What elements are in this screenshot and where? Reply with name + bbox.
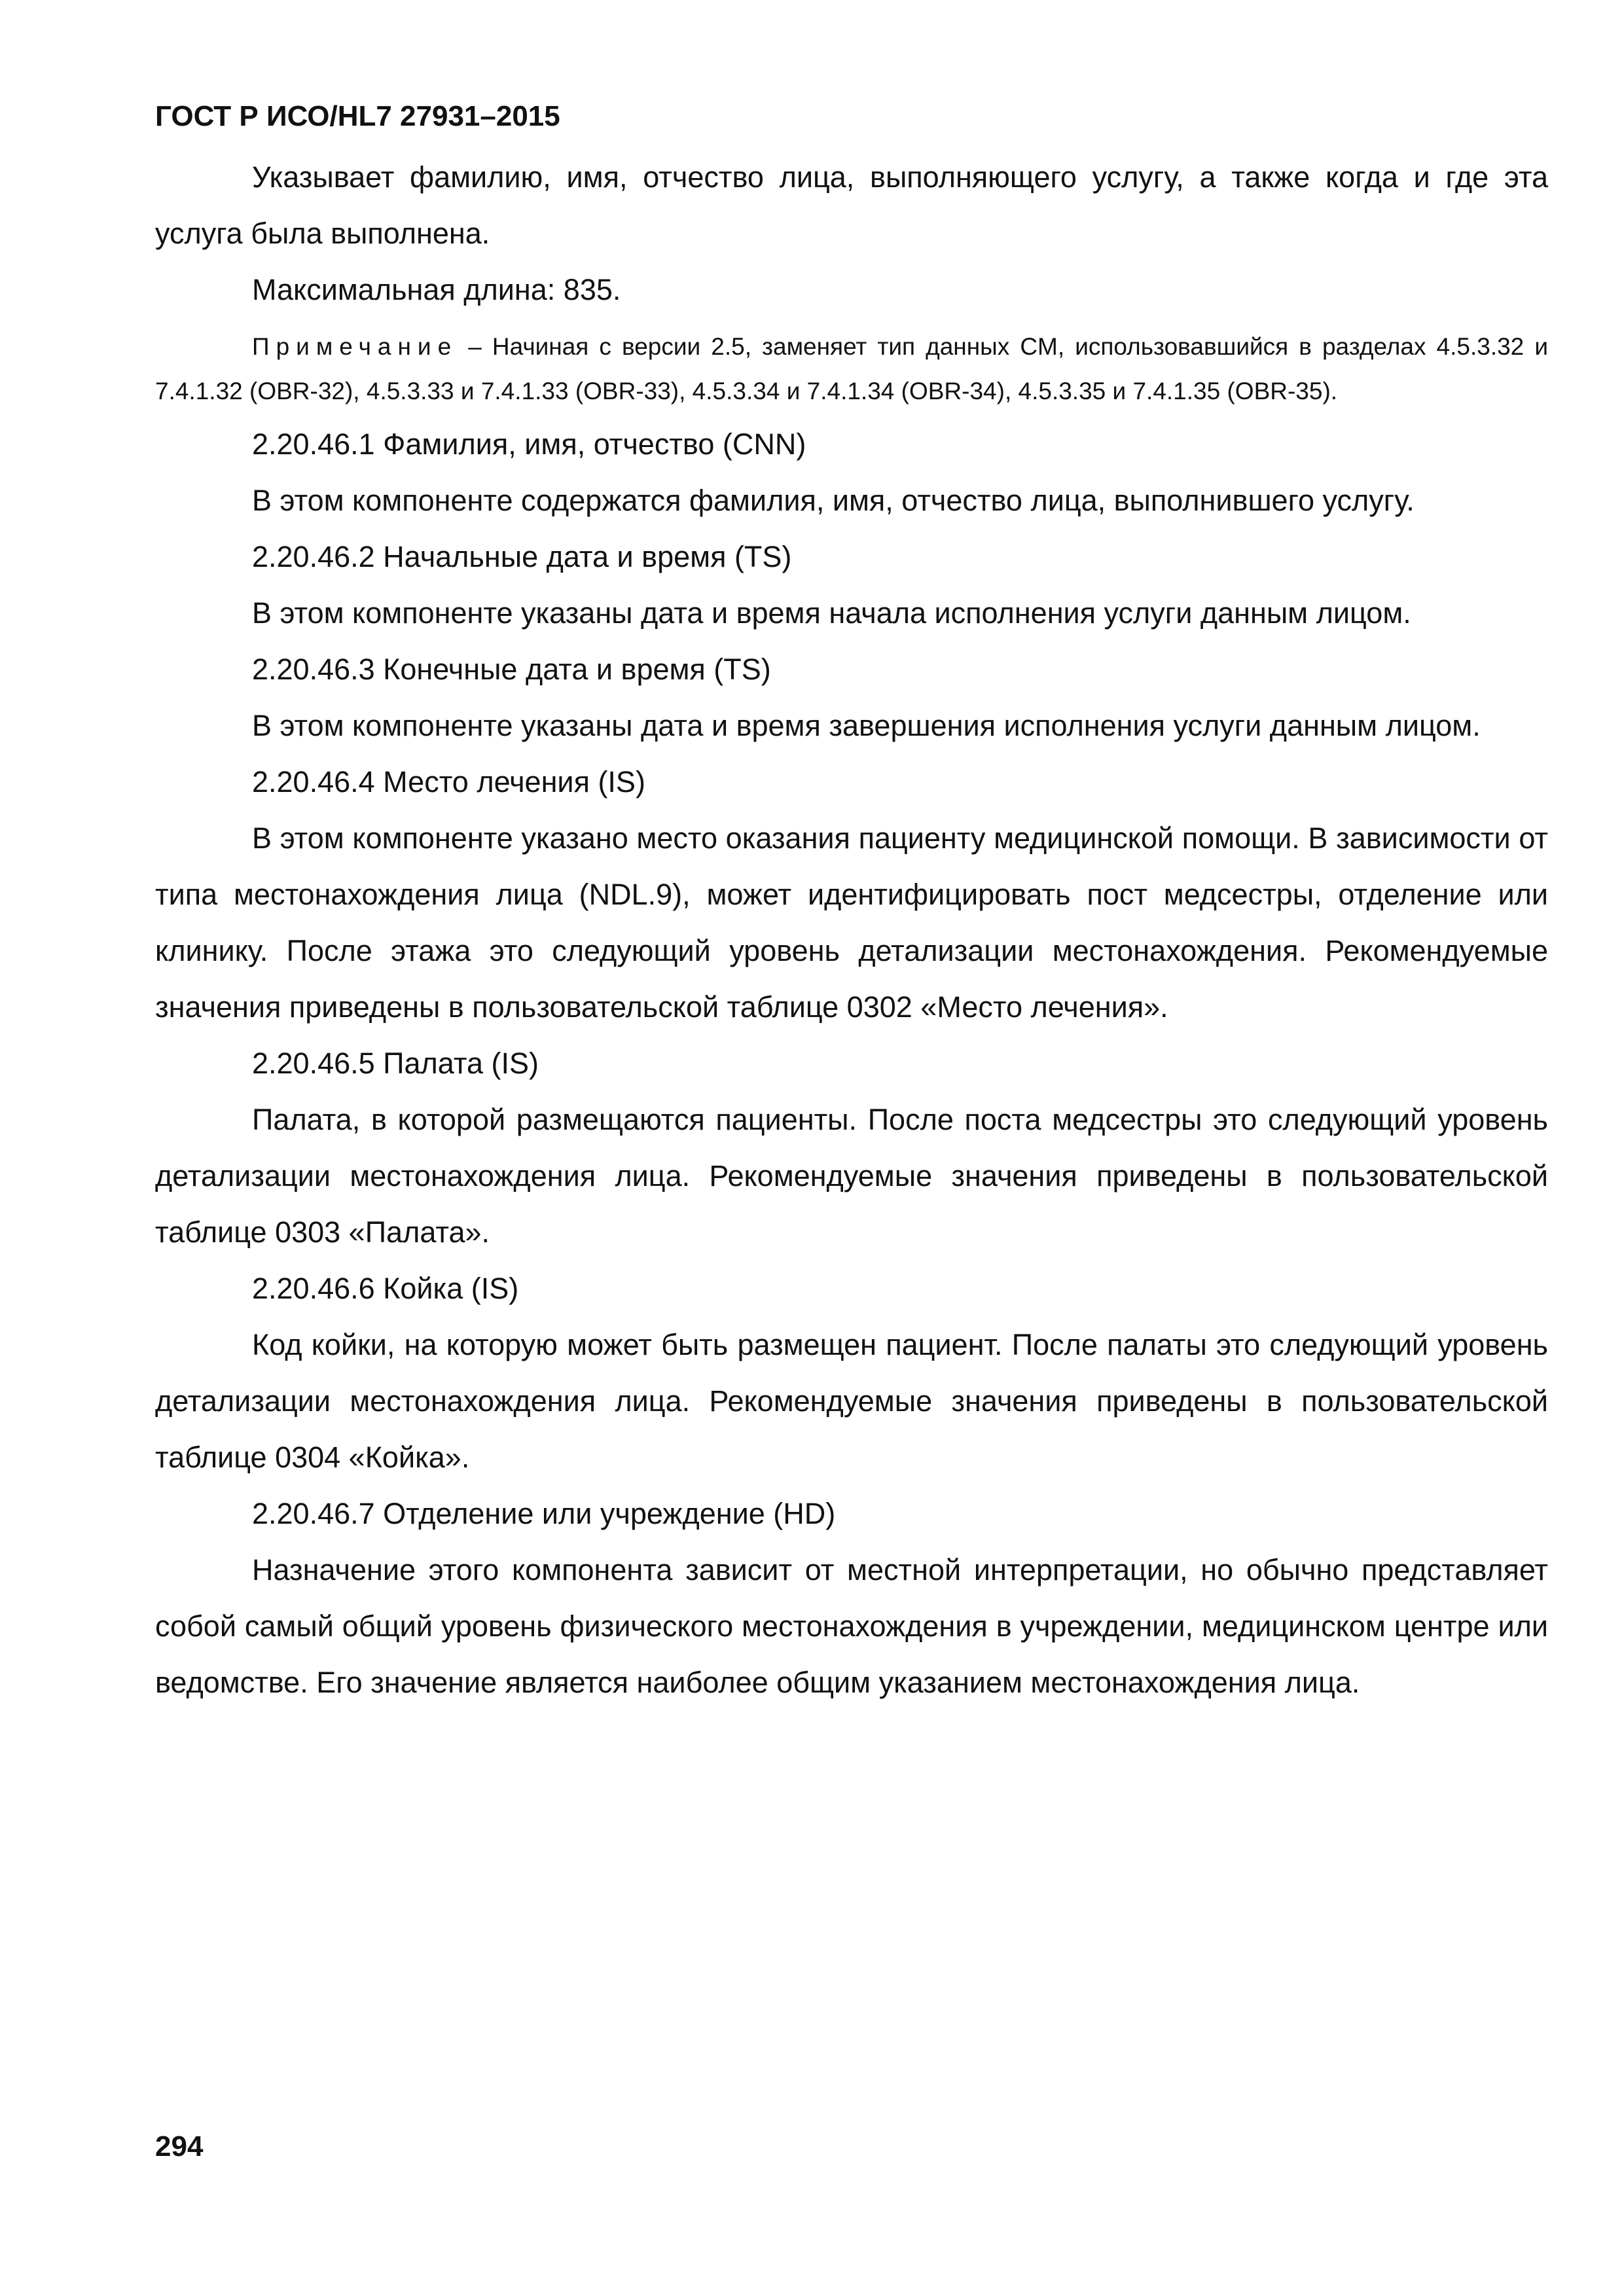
section-text: Код койки, на которую может быть размещен пациент. После палаты это следующий уровень детализации местонахождения лица. Рекомендуемые значения приведены в пользовательской таблице 0304 «Койка». (155, 1328, 1548, 1474)
note-paragraph (155, 325, 1548, 414)
section-text: В этом компоненте указаны дата и время завершения исполнения услуги данным лицом. (252, 709, 1481, 742)
section-heading: 2.20.46.4 Место лечения (IS) (252, 765, 645, 798)
page-number: 294 (155, 2130, 204, 2162)
note-text: – Начиная с версии 2.5, заменяет тип данных CM, использовавшийся в разделах 4.5.3.32 и 7.4.1.32 (OBR-32), 4.5.3.33 и 7.4.1.33 (OBR-33), 4.5.3.34 и 7.4.1.34 (OBR-34), 4.5.3.35 и 7.4.1.35 (OBR-35). (155, 333, 1548, 404)
section-heading: 2.20.46.2 Начальные дата и время (TS) (252, 540, 792, 573)
section-text: Назначение этого компонента зависит от местной интерпретации, но обычно представляет собой самый общий уровень физического местонахождения в учреждении, медицинском центре или ведомстве. Его значение является наиболее общим указанием местонахождения лица. (155, 1553, 1548, 1699)
section-heading: 2.20.46.6 Койка (IS) (252, 1272, 519, 1305)
section-heading: 2.20.46.5 Палата (IS) (252, 1047, 539, 1080)
section-text: Палата, в которой размещаются пациенты. После поста медсестры это следующий уровень детализации местонахождения лица. Рекомендуемые значения приведены в пользовательской таблице 0303 «Палата». (155, 1103, 1548, 1249)
max-length-paragraph: Максимальная длина: 835. (252, 273, 621, 306)
section-heading: 2.20.46.1 Фамилия, имя, отчество (CNN) (252, 427, 806, 461)
section-heading: 2.20.46.3 Конечные дата и время (TS) (252, 653, 771, 686)
intro-paragraph: Указывает фамилию, имя, отчество лица, выполняющего услугу, а также когда и где эта услуга была выполнена. (155, 160, 1548, 250)
section-text: В этом компоненте указаны дата и время начала исполнения услуги данным лицом. (252, 596, 1411, 630)
section-text: В этом компоненте указано место оказания пациенту медицинской помощи. В зависимости от типа местонахождения лица (NDL.9), может идентифицировать пост медсестры, отделение или клинику. После этажа это следующий уровень детализации местонахождения. Рекомендуемые значения приведены в пользовательской таблице 0302 «Место лечения». (155, 821, 1548, 1024)
section-heading: 2.20.46.7 Отделение или учреждение (HD) (252, 1497, 836, 1530)
section-text: В этом компоненте содержатся фамилия, имя, отчество лица, выполнившего услугу. (252, 484, 1415, 517)
document-header: ГОСТ Р ИСО/HL7 27931–2015 (155, 100, 560, 132)
document-body (155, 149, 1548, 1711)
note-label: Примечание (252, 333, 458, 360)
